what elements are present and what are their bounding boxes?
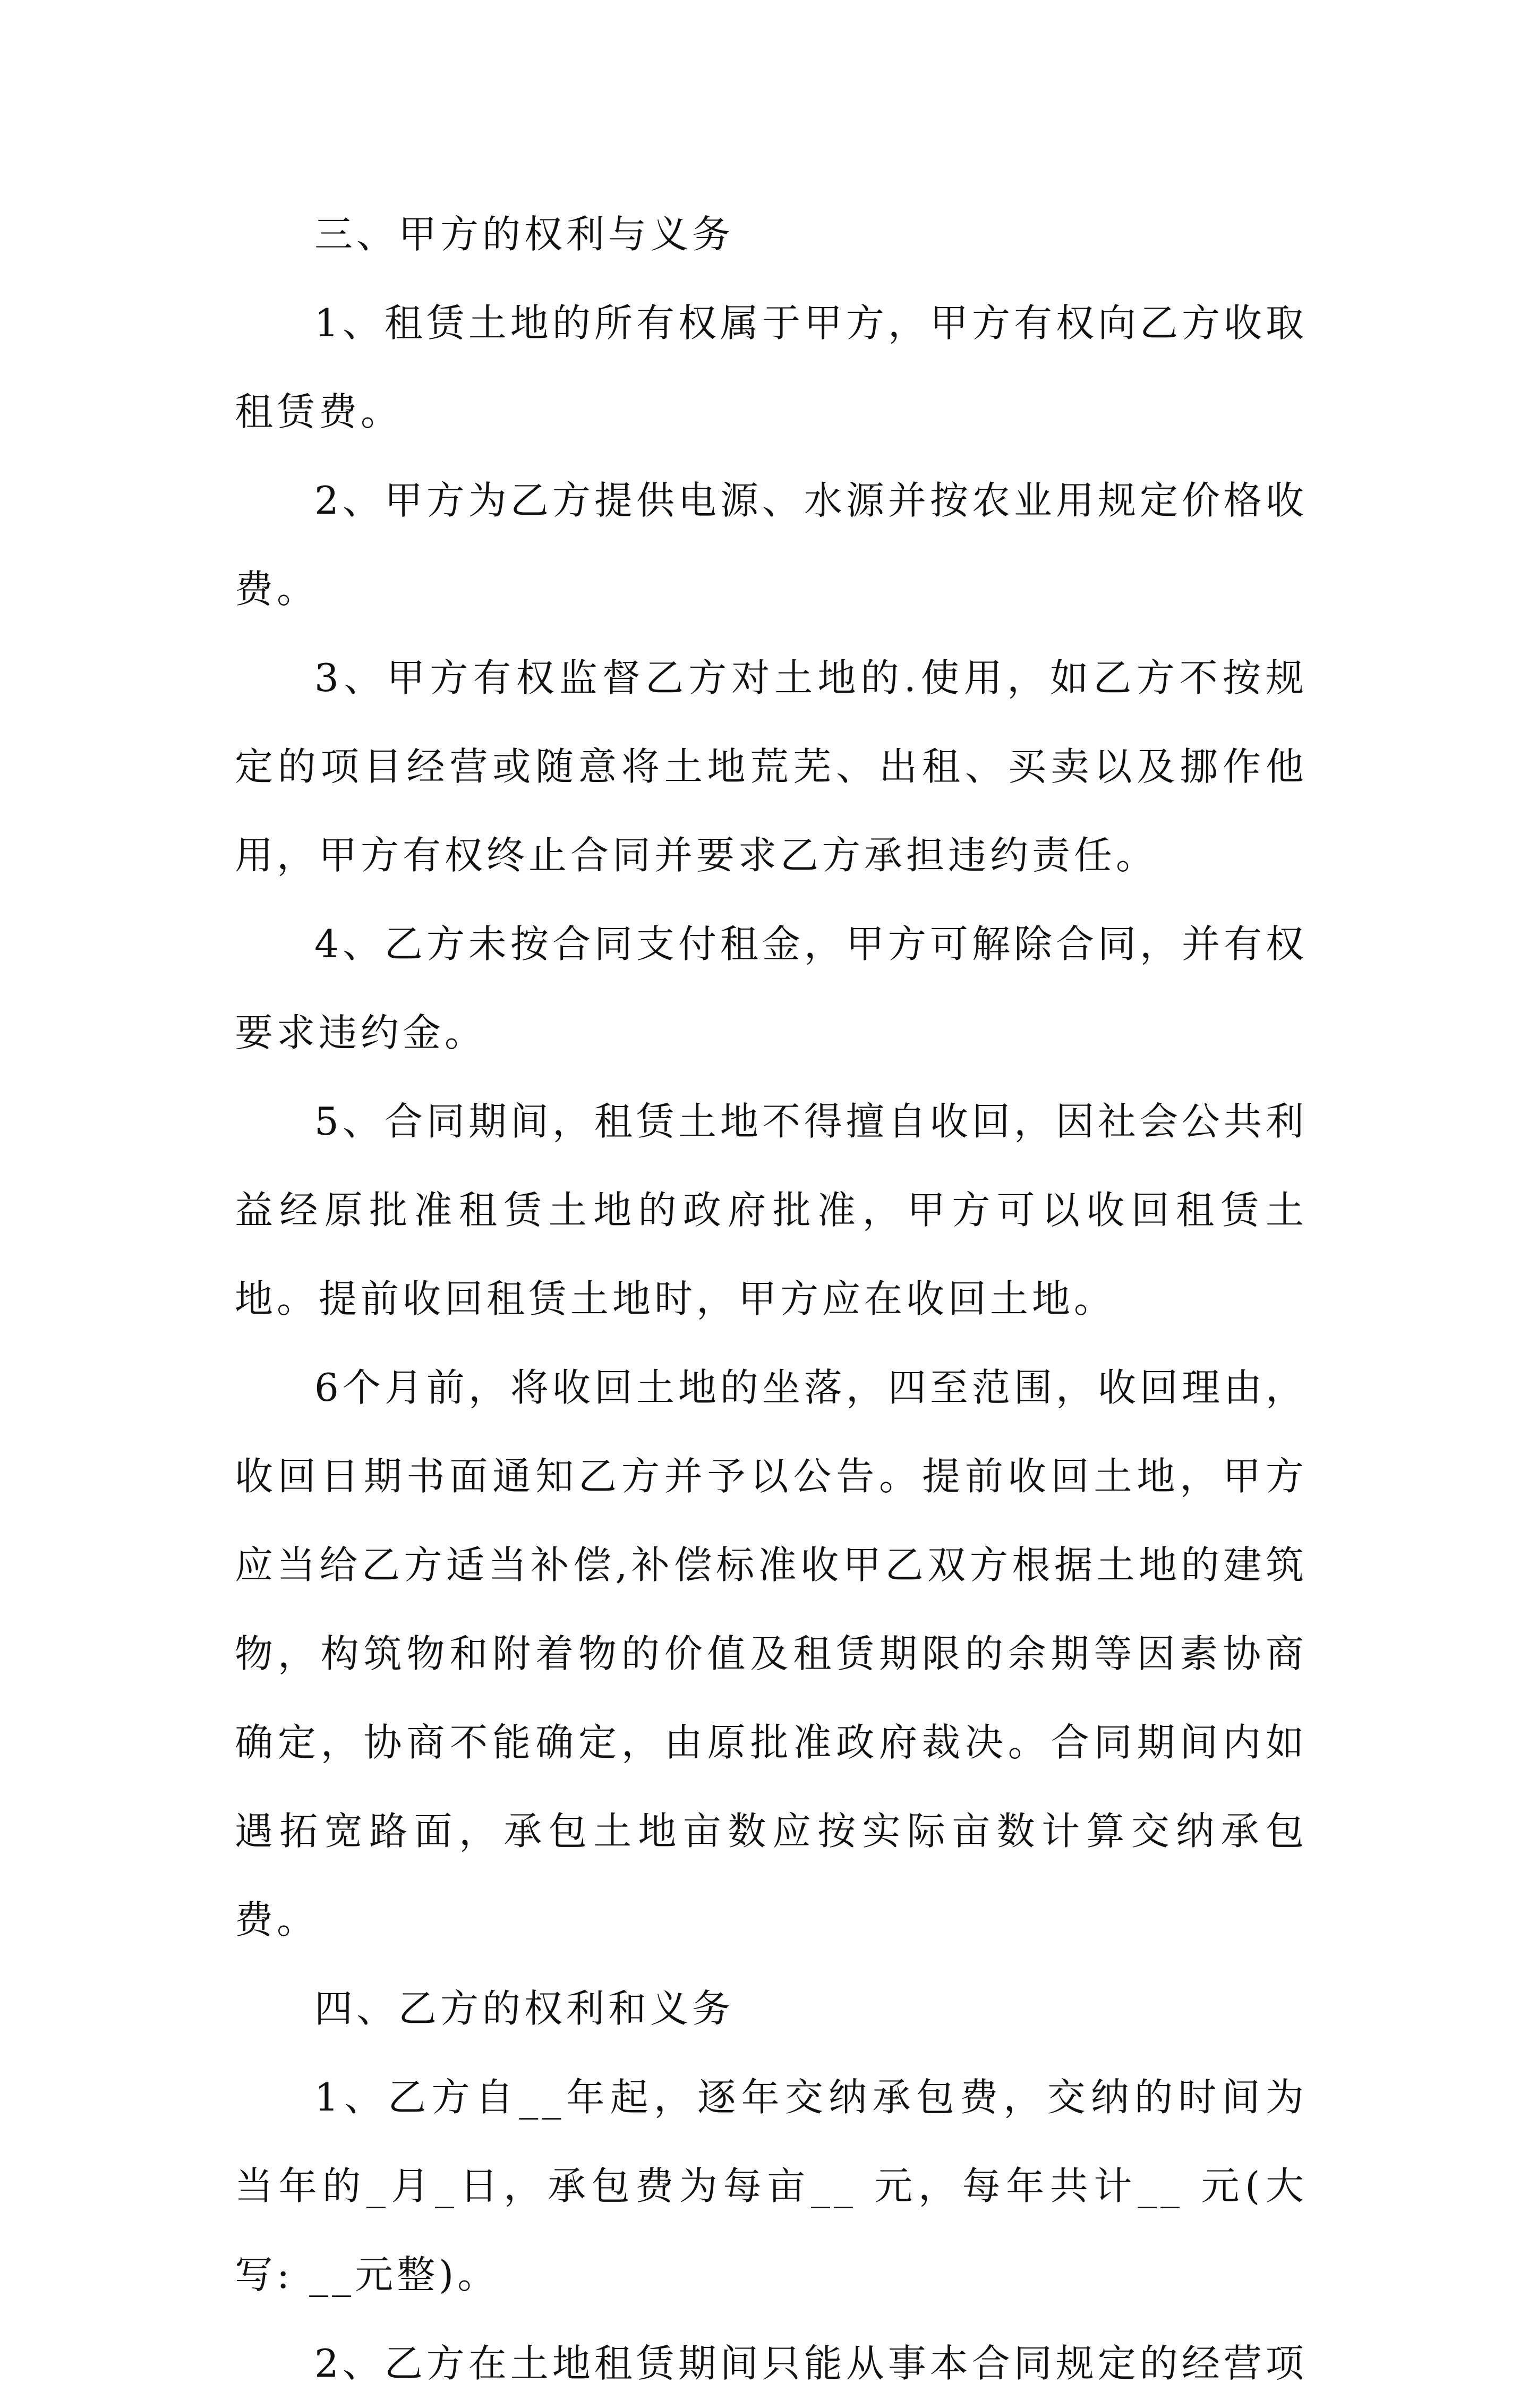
section-heading-party-a: 三、甲方的权利与义务 (314, 212, 735, 257)
clause-paragraph: 3、甲方有权监督乙方对土地的.使用，如乙方不按规定的项目经营或随意将土地荒芜、出租、买卖以及挪作他用，甲方有权终止合同并要求乙方承担违约责任。 (235, 656, 1308, 878)
clause-paragraph: 5、合同期间，租赁土地不得擅自收回，因社会公共利益经原批准租赁土地的政府批准，甲方可以收回租赁土地。提前收回租赁土地时，甲方应在收回土地。 (235, 1099, 1308, 1321)
document-body (235, 190, 1308, 2408)
clause-paragraph: 1、租赁土地的所有权属于甲方，甲方有权向乙方收取租赁费。 (235, 301, 1308, 434)
clause-paragraph: 1、乙方自__年起，逐年交纳承包费，交纳的时间为当年的_月_日，承包费为每亩__ 元，每年共计__ 元(大写: __元整)。 (235, 2075, 1308, 2297)
clause-paragraph: 2、乙方在土地租赁期间只能从事本合同规定的经营项 (314, 2341, 1308, 2386)
section-heading-party-b: 四、乙方的权利和义务 (314, 1986, 735, 2031)
clause-paragraph: 6个月前，将收回土地的坐落，四至范围，收回理由，收回日期书面通知乙方并予以公告。提前收回土地，甲方应当给乙方适当补偿,补偿标准收甲乙双方根据土地的建筑物，构筑物和附着物的价值及租赁期限的余期等因素协商确定，协商不能确定，由原批准政府裁决。合同期间内如遇拓宽路面，承包土地亩数应按实际亩数计算交纳承包费。 (235, 1365, 1308, 1942)
clause-paragraph: 4、乙方未按合同支付租金，甲方可解除合同，并有权要求违约金。 (235, 922, 1308, 1055)
clause-paragraph: 2、甲方为乙方提供电源、水源并按农业用规定价格收费。 (235, 478, 1308, 611)
